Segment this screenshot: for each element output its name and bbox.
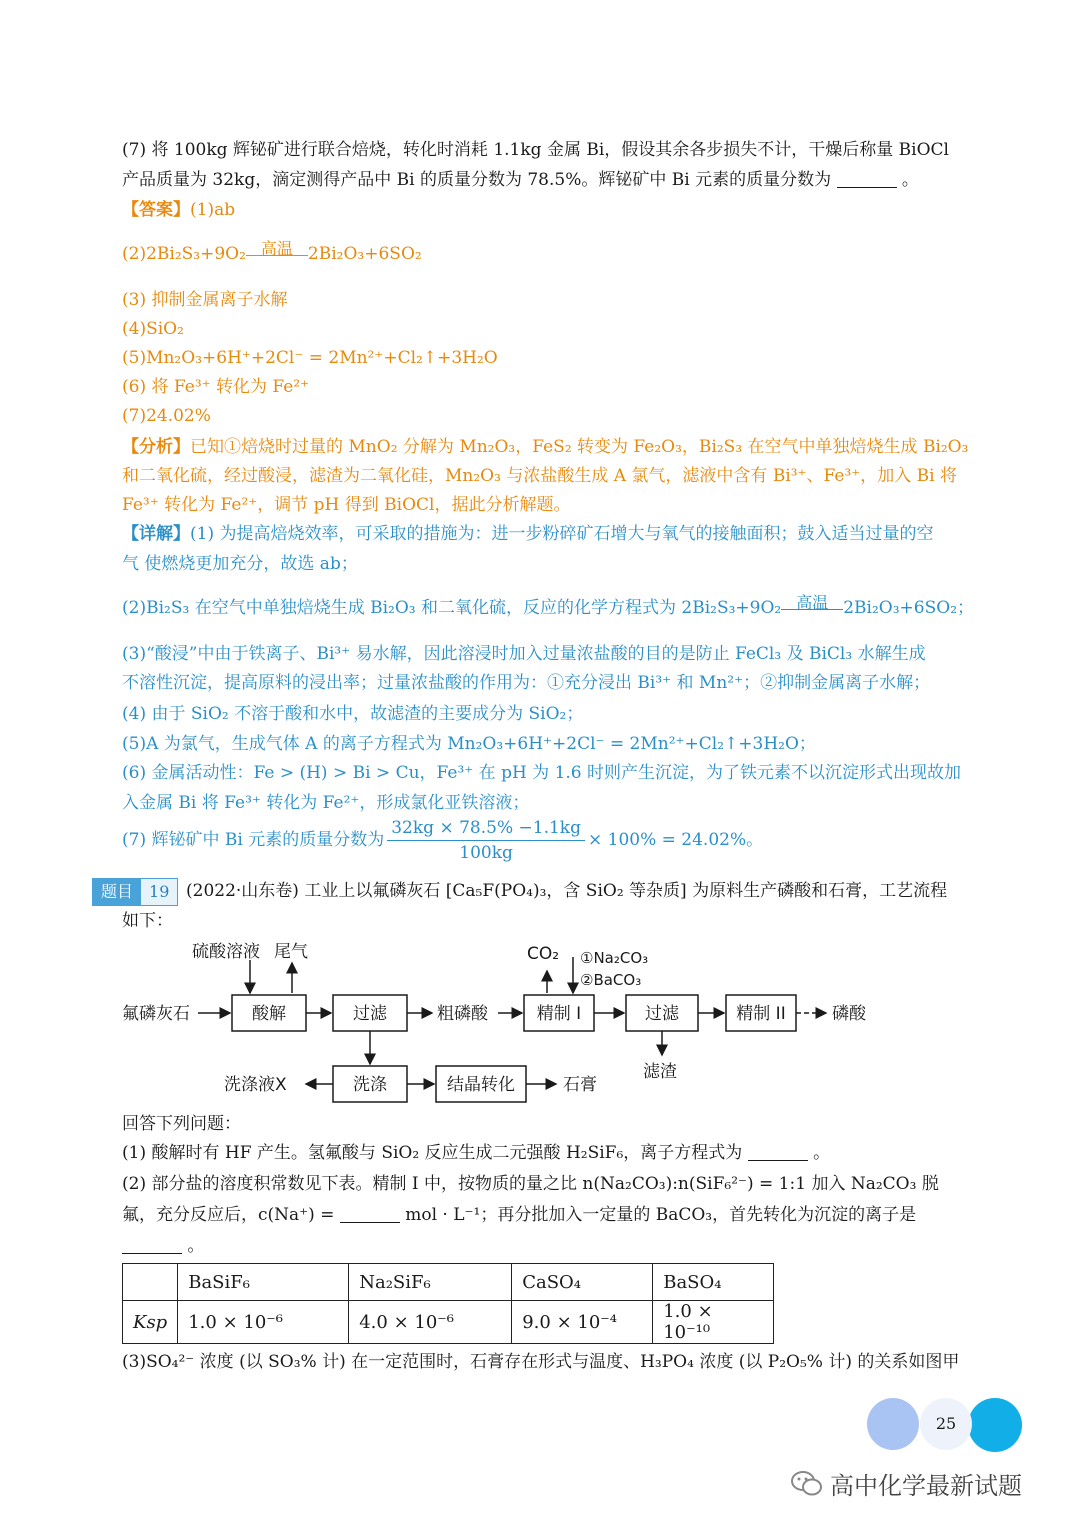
question-2c: 。 — [122, 1232, 204, 1260]
node-tail: 尾气 — [274, 942, 308, 962]
detail-2-right: 2Bi₂O₃+6SO₂； — [843, 598, 975, 618]
detail-5: (5)A 为氯气，生成气体 A 的离子方程式为 Mn₂O₃+6H⁺+2Cl⁻ = 2Mn²⁺+Cl₂↑+3H₂O； — [122, 734, 816, 754]
detail-tag: 【详解】 — [122, 524, 190, 544]
node-add1: ①Na₂CO₃ — [580, 949, 649, 967]
fraction-numerator: 32kg × 78.5% −1.1kg — [387, 816, 585, 841]
fraction-denominator: 100kg — [459, 843, 513, 863]
node-residue: 滤渣 — [643, 1062, 677, 1082]
node-filter2: 过滤 — [645, 1004, 679, 1024]
detail-line-1 — [122, 520, 933, 548]
answer-3: (3) 抑制金属离子水解 — [122, 290, 288, 310]
q7-line-2: 产品质量为 32kg，滴定测得产品中 Bi 的质量分数为 78.5%。辉铋矿中 Bi 元素的质量分数为 。 — [122, 170, 919, 190]
wechat-icon — [790, 1470, 824, 1498]
table-header: CaSO₄ — [512, 1264, 653, 1301]
question-3: (3)SO₄²⁻ 浓度 (以 SO₃% 计) 在一定范围时，石膏存在形式与温度、H₃PO₄ 浓度 (以 P₂O₅% 计) 的关系如图甲 — [122, 1352, 960, 1372]
table-cell: 1.0 × 10⁻¹⁰ — [653, 1301, 774, 1344]
answer-7: (7)24.02% — [122, 406, 211, 426]
detail-3b: 不溶性沉淀，提高原料的浸出率；过量浓盐酸的作用为：①充分浸出 Bi³⁺ 和 Mn²⁺；②抑制金属离子水解； — [122, 673, 931, 693]
table-header: Na₂SiF₆ — [349, 1264, 512, 1301]
node-refine1: 精制 I — [536, 1004, 582, 1024]
detail-6a: (6) 金属活动性：Fe > (H) > Bi > Cu，Fe³⁺ 在 pH 为 1.6 时则产生沉淀，为了铁元素不以沉淀形式出现故加 — [122, 763, 962, 783]
answer-6: (6) 将 Fe³⁺ 转化为 Fe²⁺ — [122, 377, 310, 397]
detail-1a: (1) 为提高焙烧效率，可采取的措施为：进一步粉碎矿石增大与氧气的接触面积；鼓入适当过量的空 — [190, 524, 934, 544]
node-add2: ②BaCO₃ — [580, 971, 642, 989]
node-crystal: 结晶转化 — [447, 1075, 515, 1095]
table-row — [123, 1301, 774, 1344]
table-header: BaSO₄ — [653, 1264, 774, 1301]
node-acid: 硫酸溶液 — [192, 942, 260, 962]
analysis-tag: 【分析】 — [122, 437, 190, 457]
node-co2: CO₂ — [527, 944, 560, 964]
detail-line-7 — [122, 816, 763, 865]
answer-4: (4)SiO₂ — [122, 319, 184, 339]
fraction — [387, 816, 585, 865]
ksp-table — [122, 1263, 774, 1344]
detail-4: (4) 由于 SiO₂ 不溶于酸和水中，故滤渣的主要成分为 SiO₂； — [122, 704, 584, 724]
watermark — [790, 1466, 1022, 1501]
answer-1: (1)ab — [190, 200, 236, 220]
node-filter1: 过滤 — [353, 1004, 387, 1024]
table-row — [123, 1264, 774, 1301]
detail-1b: 气 使燃烧更加充分，故选 ab； — [122, 554, 358, 574]
answer-2-left: (2)2Bi₂S₃+9O₂ — [122, 244, 246, 264]
page-number: 25 — [920, 1398, 972, 1450]
answer-line-1 — [122, 196, 235, 224]
node-gypsum: 石膏 — [563, 1075, 597, 1095]
answer-blank — [837, 169, 897, 188]
detail-line-2 — [122, 594, 974, 622]
detail-7-right: × 100% = 24.02%。 — [587, 830, 764, 850]
analysis-text-1: 已知①焙烧时过量的 MnO₂ 分解为 Mn₂O₃，FeS₂ 转变为 Fe₂O₃，Bi₂S₃ 在空气中单独焙烧生成 Bi₂O₃ — [190, 437, 969, 457]
table-header: BaSiF₆ — [178, 1264, 349, 1301]
q7-line-2-text: 产品质量为 32kg，滴定测得产品中 Bi 的质量分数为 78.5%。辉铋矿中 Bi 元素的质量分数为 — [122, 170, 832, 190]
badge-number: 19 — [141, 879, 177, 905]
answer-line-2 — [122, 240, 422, 268]
node-crude: 粗磷酸 — [437, 1004, 488, 1024]
detail-6b: 入金属 Bi 将 Fe³⁺ 转化为 Fe²⁺，形成氯化亚铁溶液； — [122, 793, 530, 813]
node-refine2: 精制 II — [736, 1004, 786, 1024]
node-product: 磷酸 — [832, 1004, 866, 1024]
node-dissolve: 酸解 — [252, 1004, 286, 1024]
answer-blank — [340, 1204, 400, 1223]
q7-line-1: (7) 将 100kg 辉铋矿进行联合焙烧，转化时消耗 1.1kg 金属 Bi，假设其余各步损失不计，干燥后称量 BiOCl — [122, 140, 949, 160]
analysis-line-3: Fe³⁺ 转化为 Fe²⁺，调节 pH 得到 BiOCl，据此分析解题。 — [122, 495, 571, 515]
questions-intro: 回答下列问题： — [122, 1114, 241, 1134]
condition-text: 高温 — [260, 239, 293, 258]
question-2a: (2) 部分盐的溶度积常数见下表。精制 I 中，按物质的量之比 n(Na₂CO₃):n(SiF₆²⁻) = 1:1 加入 Na₂CO₃ 脱 — [122, 1174, 939, 1194]
table-header — [123, 1264, 178, 1301]
question-2b-right: mol · L⁻¹；再分批加入一定量的 BaCO₃，首先转化为沉淀的离子是 — [405, 1205, 917, 1225]
watermark-text: 高中化学最新试题 — [830, 1472, 1022, 1500]
answer-tag: 【答案】 — [122, 200, 190, 220]
question-badge — [92, 878, 178, 906]
detail-2-left: (2)Bi₂S₃ 在空气中单独焙烧生成 Bi₂O₃ 和二氧化硫，反应的化学方程式为 2Bi₂S₃+9O₂ — [122, 598, 782, 618]
process-flow-diagram — [0, 935, 1080, 1105]
question-2b-left: 氟，充分反应后，c(Na⁺) = — [122, 1205, 335, 1225]
q19-line-1: (2022·山东卷) 工业上以氟磷灰石 [Ca₅F(PO₄)₃，含 SiO₂ 等杂质] 为原料生产磷酸和石膏，工艺流程 — [186, 881, 948, 901]
answer-blank — [122, 1235, 182, 1254]
detail-condition-text: 高温 — [796, 593, 829, 612]
table-cell: 1.0 × 10⁻⁶ — [178, 1301, 349, 1344]
table-row-label: Ksp — [123, 1301, 178, 1344]
answer-5: (5)Mn₂O₃+6H⁺+2Cl⁻ = 2Mn²⁺+Cl₂↑+3H₂O — [122, 348, 498, 368]
answer-2-right: 2Bi₂O₃+6SO₂ — [307, 244, 422, 264]
q19-line-2: 如下： — [122, 911, 173, 931]
table-cell: 4.0 × 10⁻⁶ — [349, 1301, 512, 1344]
page-decoration-left — [867, 1398, 919, 1450]
question-1: (1) 酸解时有 HF 产生。氢氟酸与 SiO₂ 反应生成二元强酸 H₂SiF₆，离子方程式为 。 — [122, 1143, 831, 1163]
analysis-line-1 — [122, 433, 968, 461]
detail-7-left: (7) 辉铋矿中 Bi 元素的质量分数为 — [122, 830, 385, 850]
node-wash: 洗涤 — [353, 1075, 387, 1095]
node-ore: 氟磷灰石 — [122, 1004, 190, 1024]
table-cell: 9.0 × 10⁻⁴ — [512, 1301, 653, 1344]
question-2b — [122, 1201, 916, 1229]
node-washliq: 洗涤液X — [224, 1075, 287, 1095]
detail-3a: (3)“酸浸”中由于铁离子、Bi³⁺ 易水解，因此溶浸时加入过量浓盐酸的目的是防止 FeCl₃ 及 BiCl₃ 水解生成 — [122, 644, 926, 664]
page-decoration-right — [968, 1398, 1022, 1452]
question-1-text: (1) 酸解时有 HF 产生。氢氟酸与 SiO₂ 反应生成二元强酸 H₂SiF₆，离子方程式为 — [122, 1143, 743, 1163]
answer-blank — [748, 1142, 808, 1161]
badge-label: 题目 — [93, 879, 141, 905]
analysis-line-2: 和二氧化硫，经过酸浸，滤渣为二氧化硅，Mn₂O₃ 与浓盐酸生成 A 氯气，滤液中含有 Bi³⁺、Fe³⁺，加入 Bi 将 — [122, 466, 957, 486]
